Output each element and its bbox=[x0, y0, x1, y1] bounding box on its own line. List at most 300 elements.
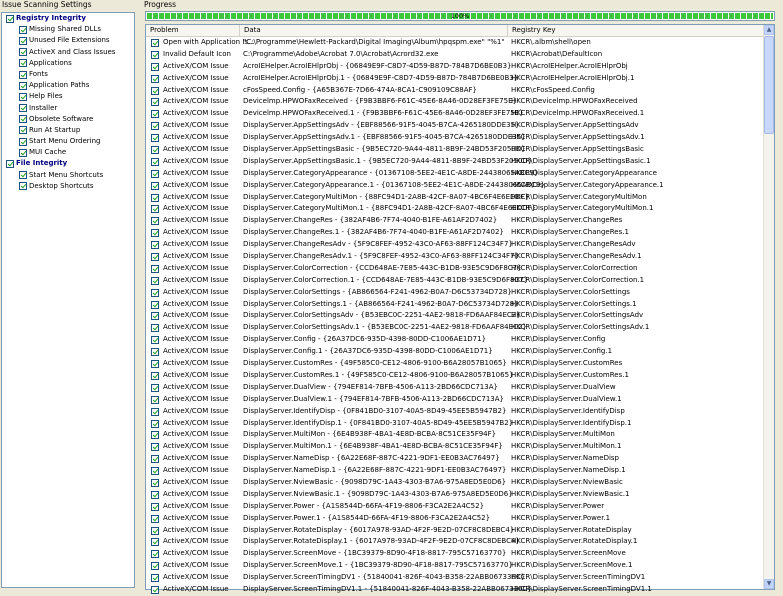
cell-problem: ActiveX/COM Issue bbox=[163, 513, 229, 522]
table-row[interactable] bbox=[146, 85, 765, 97]
cell-registry-key: HKCR\Devicelmp.HPWOFaxReceived bbox=[511, 97, 638, 106]
cell-problem: ActiveX/COM Issue bbox=[163, 347, 229, 356]
table-row[interactable] bbox=[146, 394, 765, 406]
cell-registry-key: HKCR\AcroIEHelper.AcroIEHlprObj.1 bbox=[511, 73, 635, 82]
tree-item-unused-file-extensions[interactable] bbox=[2, 35, 134, 46]
table-row[interactable] bbox=[146, 477, 765, 489]
table-row[interactable] bbox=[146, 108, 765, 120]
row-checkbox[interactable] bbox=[151, 420, 159, 428]
column-header-registry-key[interactable]: Registry Key bbox=[512, 26, 556, 34]
cell-problem: ActiveX/COM Issue bbox=[163, 323, 229, 332]
cell-registry-key: HKCR\DisplayServer.RotateDisplay bbox=[511, 525, 632, 534]
cell-problem: ActiveX/COM Issue bbox=[163, 489, 229, 498]
tree-item-label: Desktop Shortcuts bbox=[29, 181, 94, 190]
grid-rows bbox=[146, 37, 765, 596]
tree-item-label: MUI Cache bbox=[29, 148, 67, 157]
checkbox-checked-icon[interactable] bbox=[19, 115, 27, 123]
checkbox-checked-icon[interactable] bbox=[19, 104, 27, 112]
cell-registry-key: HKCR\DisplayServer.CategoryMultiMon.1 bbox=[511, 204, 654, 213]
cell-data: DisplayServer.ChangeRes.1 - {382AF4B6-7F74-4040-B1FE-A61AF2D7402} bbox=[243, 228, 504, 237]
cell-registry-key: HKCR\DisplayServer.Config.1 bbox=[511, 347, 613, 356]
cell-registry-key: HKCR\DisplayServer.MultiMon.1 bbox=[511, 442, 622, 451]
table-row[interactable] bbox=[146, 275, 765, 287]
cell-problem: ActiveX/COM Issue bbox=[163, 549, 229, 558]
row-checkbox[interactable] bbox=[151, 467, 159, 475]
row-checkbox[interactable] bbox=[151, 241, 159, 249]
settings-pane bbox=[0, 0, 137, 590]
cell-registry-key: HKCR\DisplayServer.IdentifyDisp.1 bbox=[511, 418, 632, 427]
table-row[interactable] bbox=[146, 370, 765, 382]
tree-item-desktop-shortcuts[interactable] bbox=[2, 181, 134, 192]
row-checkbox[interactable] bbox=[151, 301, 159, 309]
cell-registry-key: HKCR\DisplayServer.CustomRes bbox=[511, 359, 623, 368]
cell-data: DisplayServer.Power - {A1S8544D-66FA-4F19-8806-F3CA2E2A4C52} bbox=[243, 501, 485, 510]
cell-registry-key: HKCR\DisplayServer.DualView bbox=[511, 382, 616, 391]
progress-bar bbox=[145, 11, 775, 21]
checkbox-checked-icon[interactable] bbox=[19, 59, 27, 67]
tree-item-start-menu-shortcuts[interactable] bbox=[2, 170, 134, 181]
cell-problem: ActiveX/COM Issue bbox=[163, 382, 229, 391]
row-checkbox[interactable] bbox=[151, 396, 159, 404]
table-row[interactable] bbox=[146, 132, 765, 144]
row-checkbox[interactable] bbox=[151, 205, 159, 213]
table-row[interactable] bbox=[146, 501, 765, 513]
cell-data: DisplayServer.ScreenTimingDV1.1 - {51840041-826F-4043-B358-22ABB067336C} bbox=[243, 584, 532, 593]
tree-group-label: Registry Integrity bbox=[16, 14, 86, 22]
cell-data: DisplayServer.MultiMon.1 - {6E4B938F-4BA1-4E8D-BCBA-8C51CE35F94F} bbox=[243, 442, 503, 451]
table-row[interactable] bbox=[146, 144, 765, 156]
checkbox-checked-icon[interactable] bbox=[6, 160, 14, 168]
tree-item-label: ActiveX and Class Issues bbox=[29, 47, 116, 56]
row-checkbox[interactable] bbox=[151, 87, 159, 95]
tree-item-label: Start Menu Shortcuts bbox=[29, 170, 104, 179]
cell-problem: Invalid Default Icon bbox=[163, 49, 231, 58]
tree-item-label: Run At Startup bbox=[29, 125, 81, 134]
tree-item-label: Start Menu Ordering bbox=[29, 137, 101, 146]
cell-registry-key: HKCR\DisplayServer.IdentifyDisp bbox=[511, 406, 625, 415]
cell-data: DisplayServer.AppSettingsBasic - {9B5EC720-9A44-4811-8B9F-24BD53F2050D} bbox=[243, 145, 526, 154]
row-checkbox[interactable] bbox=[151, 372, 159, 380]
cell-registry-key: HKCR\DisplayServer.ScreenMove.1 bbox=[511, 561, 633, 570]
tree-item-run-at-startup[interactable] bbox=[2, 125, 134, 136]
cell-data: DisplayServer.CustomRes.1 - {49F585C0-CE12-4806-9100-B6A28057B1065} bbox=[243, 370, 514, 379]
row-checkbox[interactable] bbox=[151, 277, 159, 285]
row-checkbox[interactable] bbox=[151, 39, 159, 47]
row-checkbox[interactable] bbox=[151, 550, 159, 558]
cell-registry-key: HKCR\DisplayServer.NviewBasic bbox=[511, 477, 623, 486]
checkbox-checked-icon[interactable] bbox=[19, 138, 27, 146]
row-checkbox[interactable] bbox=[151, 122, 159, 130]
table-row[interactable] bbox=[146, 73, 765, 85]
row-checkbox[interactable] bbox=[151, 503, 159, 511]
cell-data: cFosSpeed.Config - {A65B367E-7D66-474A-8CA1-C909109C88AF} bbox=[243, 85, 478, 94]
table-row[interactable] bbox=[146, 287, 765, 299]
table-row[interactable] bbox=[146, 358, 765, 370]
cell-problem: ActiveX/COM Issue bbox=[163, 537, 229, 546]
row-checkbox[interactable] bbox=[151, 158, 159, 166]
tree-item-label: Missing Shared DLLs bbox=[29, 25, 102, 34]
row-checkbox[interactable] bbox=[151, 527, 159, 535]
cell-problem: ActiveX/COM Issue bbox=[163, 240, 229, 249]
cell-registry-key: HKCR\AcroIEHelper.AcroIEHlprObj bbox=[511, 61, 628, 70]
table-row[interactable] bbox=[146, 192, 765, 204]
tree-item-installer[interactable] bbox=[2, 103, 134, 114]
cell-registry-key: HKCR\DisplayServer.ColorSettings bbox=[511, 287, 630, 296]
row-checkbox[interactable] bbox=[151, 265, 159, 273]
cell-registry-key: HKCR\DisplayServer.ChangeRes bbox=[511, 216, 623, 225]
cell-problem: ActiveX/COM Issue bbox=[163, 406, 229, 415]
cell-data: DisplayServer.ScreenTimingDV1 - {51840041-826F-4043-B358-22ABB067336C} bbox=[243, 573, 526, 582]
cell-problem: ActiveX/COM Issue bbox=[163, 216, 229, 225]
table-row[interactable] bbox=[146, 37, 765, 49]
cell-registry-key: HKCR\DisplayServer.ColorCorrection.1 bbox=[511, 275, 645, 284]
cell-data: DisplayServer.ColorSettings - {AB866564-F241-4962-B0A7-D6C53734D728} bbox=[243, 287, 512, 296]
cell-data: DisplayServer.NameDisp.1 - {6A22E68F-887C-4221-9DF1-EE0B3AC76497} bbox=[243, 466, 507, 475]
row-checkbox[interactable] bbox=[151, 98, 159, 106]
row-checkbox[interactable] bbox=[151, 586, 159, 594]
tree-item-missing-shared-dlls[interactable] bbox=[2, 24, 134, 35]
cell-registry-key: HKCR\DisplayServer.CategoryMultiMon bbox=[511, 192, 647, 201]
cell-registry-key: HKCR\DisplayServer.ColorSettingsAdv bbox=[511, 311, 644, 320]
table-row[interactable] bbox=[146, 525, 765, 537]
cell-problem: ActiveX/COM Issue bbox=[163, 133, 229, 142]
cell-registry-key: HKCR\.albm\shell\open bbox=[511, 38, 591, 46]
table-row[interactable] bbox=[146, 251, 765, 263]
cell-data: AcroIEHelper.AcroIEHlprObj.1 - {06849E9F-C8D7-4D59-B87D-784B7D6BE0B3} bbox=[243, 73, 519, 82]
cell-data: DisplayServer.ColorSettingsAdv.1 - {B53EBC0C-2251-4AE2-9818-FD6AAF84EC2} bbox=[243, 323, 527, 332]
cell-data: DisplayServer.Config - {26A37DC6-935D-4398-80DD-C1006AE1D71} bbox=[243, 335, 487, 344]
settings-tree bbox=[1, 12, 135, 588]
cell-registry-key: HKCR\DisplayServer.NameDisp.1 bbox=[511, 466, 626, 475]
table-row[interactable] bbox=[146, 180, 765, 192]
tree-item-activex-and-class-issues[interactable] bbox=[2, 47, 134, 58]
cell-data: DisplayServer.ColorSettingsAdv - {B53EBC0C-2251-4AE2-9818-FD6AAF84EC2} bbox=[243, 311, 521, 320]
table-row[interactable] bbox=[146, 584, 765, 596]
row-checkbox[interactable] bbox=[151, 110, 159, 118]
cell-data: DisplayServer.DualView.1 - {794EF814-7BFB-4506-A113-2BD66CDC713A} bbox=[243, 394, 504, 403]
row-checkbox[interactable] bbox=[151, 491, 159, 499]
cell-problem: ActiveX/COM Issue bbox=[163, 156, 229, 165]
checkbox-checked-icon[interactable] bbox=[19, 171, 27, 179]
row-checkbox[interactable] bbox=[151, 182, 159, 190]
cell-registry-key: HKCR\DisplayServer.Power bbox=[511, 501, 605, 510]
row-checkbox[interactable] bbox=[151, 312, 159, 320]
cell-registry-key: HKCR\DisplayServer.ColorCorrection bbox=[511, 263, 638, 272]
cell-registry-key: HKCR\DisplayServer.CustomRes.1 bbox=[511, 370, 629, 379]
tree-item-label: Applications bbox=[29, 58, 72, 67]
tree-item-help-files[interactable] bbox=[2, 91, 134, 102]
cell-problem: ActiveX/COM Issue bbox=[163, 228, 229, 237]
cell-registry-key: HKCR\DisplayServer.ScreenTimingDV1.1 bbox=[511, 584, 652, 593]
cell-data: DisplayServer.NviewBasic.1 - {9098D79C-1A43-4303-B7A6-975A8ED5E0D6} bbox=[243, 489, 513, 498]
tree-item-label: Installer bbox=[29, 103, 58, 112]
cell-registry-key: HKCR\DisplayServer.ChangeResAdv.1 bbox=[511, 252, 642, 261]
table-row[interactable] bbox=[146, 120, 765, 132]
vertical-scrollbar[interactable] bbox=[763, 25, 774, 589]
cell-problem: ActiveX/COM Issue bbox=[163, 477, 229, 486]
cell-problem: ActiveX/COM Issue bbox=[163, 61, 229, 70]
cell-registry-key: HKCR\DisplayServer.NviewBasic.1 bbox=[511, 489, 630, 498]
table-row[interactable] bbox=[146, 168, 765, 180]
table-row[interactable] bbox=[146, 536, 765, 548]
row-checkbox[interactable] bbox=[151, 194, 159, 202]
cell-problem: ActiveX/COM Issue bbox=[163, 275, 229, 284]
cell-problem: ActiveX/COM Issue bbox=[163, 145, 229, 154]
cell-registry-key: HKCR\DisplayServer.Power.1 bbox=[511, 513, 611, 522]
cell-registry-key: HKCR\Acrobat\DefaultIcon bbox=[511, 49, 603, 58]
cell-problem: ActiveX/COM Issue bbox=[163, 311, 229, 320]
row-checkbox[interactable] bbox=[151, 229, 159, 237]
cell-problem: ActiveX/COM Issue bbox=[163, 252, 229, 261]
cell-data: DisplayServer.Power.1 - {A1S8544D-66FA-4F19-8806-F3CA2E2A4C52} bbox=[243, 513, 491, 522]
tree-item-applications[interactable] bbox=[2, 58, 134, 69]
table-row[interactable] bbox=[146, 572, 765, 584]
scroll-thumb[interactable] bbox=[764, 36, 774, 134]
cell-data: DisplayServer.RotateDisplay - {6017A978-93AD-4F2F-9E2D-07CF8C8DEBC4} bbox=[243, 525, 515, 534]
row-checkbox[interactable] bbox=[151, 289, 159, 297]
checkbox-checked-icon[interactable] bbox=[19, 126, 27, 134]
row-checkbox[interactable] bbox=[151, 479, 159, 487]
cell-registry-key: HKCR\DisplayServer.ColorSettings.1 bbox=[511, 299, 637, 308]
table-row[interactable] bbox=[146, 61, 765, 73]
cell-registry-key: HKCR\DisplayServer.DualView.1 bbox=[511, 394, 622, 403]
cell-problem: ActiveX/COM Issue bbox=[163, 263, 229, 272]
cell-data: Devicelmp.HPWOFaxReceived - {F9B3BBF6-F61C-45E6-8A46-0D28EF3FE75E} bbox=[243, 97, 517, 106]
row-checkbox[interactable] bbox=[151, 51, 159, 59]
table-row[interactable] bbox=[146, 96, 765, 108]
cell-registry-key: HKCR\Devicelmp.HPWOFaxReceived.1 bbox=[511, 109, 645, 118]
cell-registry-key: HKCR\DisplayServer.AppSettingsBasic bbox=[511, 145, 644, 154]
cell-data: C:\Programme\Adobe\Acrobat 7.0\Acrobat\Acrord32.exe bbox=[243, 49, 439, 58]
cell-data: DisplayServer.AppSettingsBasic.1 - {9B5EC720-9A44-4811-8B9F-24BD53F2050D} bbox=[243, 156, 533, 165]
cell-data: DisplayServer.IdentifyDisp - {0F841BD0-3107-40A5-8D49-45EE5B5947B2} bbox=[243, 406, 507, 415]
table-row[interactable] bbox=[146, 548, 765, 560]
tree-item-fonts[interactable] bbox=[2, 69, 134, 80]
cell-data: AcroIEHelper.AcroIEHlprObj - {06849E9F-C8D7-4D59-B87D-784B7D6BE0B3} bbox=[243, 61, 512, 70]
cell-data: Devicelmp.HPWOFaxReceived.1 - {F9B3BBF6-F61C-45E6-8A46-0D28EF3FE75E} bbox=[243, 109, 524, 118]
cell-problem: ActiveX/COM Issue bbox=[163, 454, 229, 463]
cell-data: DisplayServer.CategoryMultiMon.1 - {88FC94D1-2A8B-42CF-8A07-4BC6F4E6EDDF} bbox=[243, 204, 536, 213]
cell-problem: Open with Application Is... bbox=[163, 38, 255, 46]
row-checkbox[interactable] bbox=[151, 408, 159, 416]
cell-problem: ActiveX/COM Issue bbox=[163, 168, 229, 177]
cell-registry-key: HKCR\DisplayServer.CategoryAppearance.1 bbox=[511, 180, 664, 189]
cell-data: DisplayServer.CategoryMultiMon - {88FC94D1-2A8B-42CF-8A07-4BC6F4E6EDDF} bbox=[243, 192, 530, 201]
cell-problem: ActiveX/COM Issue bbox=[163, 109, 229, 118]
checkbox-checked-icon[interactable] bbox=[19, 26, 27, 34]
cell-problem: ActiveX/COM Issue bbox=[163, 584, 229, 593]
checkbox-checked-icon[interactable] bbox=[19, 37, 27, 45]
cell-data: DisplayServer.ScreenMove - {1BC39379-8D90-4F18-8817-795C57163770} bbox=[243, 549, 507, 558]
table-row[interactable] bbox=[146, 263, 765, 275]
row-checkbox[interactable] bbox=[151, 562, 159, 570]
tree-group-file-integrity[interactable] bbox=[2, 158, 134, 169]
table-row[interactable] bbox=[146, 418, 765, 430]
cell-registry-key: HKCR\DisplayServer.MultiMon bbox=[511, 430, 615, 439]
row-checkbox[interactable] bbox=[151, 336, 159, 344]
row-checkbox[interactable] bbox=[151, 63, 159, 71]
cell-registry-key: HKCR\DisplayServer.Config bbox=[511, 335, 606, 344]
table-row[interactable] bbox=[146, 334, 765, 346]
cell-problem: ActiveX/COM Issue bbox=[163, 573, 229, 582]
scroll-up-button[interactable] bbox=[764, 25, 774, 35]
table-row[interactable] bbox=[146, 322, 765, 334]
table-row[interactable] bbox=[146, 441, 765, 453]
cell-problem: ActiveX/COM Issue bbox=[163, 501, 229, 510]
cell-data: DisplayServer.ChangeResAdv - {5F9C8FEF-4952-43C0-AF63-88FF124C34F7} bbox=[243, 240, 513, 249]
cell-registry-key: HKCR\DisplayServer.ScreenMove bbox=[511, 549, 626, 558]
row-checkbox[interactable] bbox=[151, 455, 159, 463]
cell-problem: ActiveX/COM Issue bbox=[163, 121, 229, 130]
row-checkbox[interactable] bbox=[151, 443, 159, 451]
cell-problem: ActiveX/COM Issue bbox=[163, 287, 229, 296]
table-row[interactable] bbox=[146, 429, 765, 441]
cell-data: DisplayServer.ChangeRes - {382AF4B6-7F74-4040-B1FE-A61AF2D7402} bbox=[243, 216, 498, 225]
progress-title: Progress bbox=[144, 0, 177, 9]
checkbox-checked-icon[interactable] bbox=[19, 48, 27, 56]
cell-data: DisplayServer.MultiMon - {6E4B938F-4BA1-4E8D-BCBA-8C51CE35F94F} bbox=[243, 430, 497, 439]
cell-data: DisplayServer.NviewBasic - {9098D79C-1A43-4303-B7A6-975A8ED5E0D6} bbox=[243, 477, 507, 486]
cell-problem: ActiveX/COM Issue bbox=[163, 466, 229, 475]
cell-registry-key: HKCR\DisplayServer.AppSettingsAdv.1 bbox=[511, 133, 645, 142]
row-checkbox[interactable] bbox=[151, 253, 159, 261]
results-grid bbox=[145, 24, 775, 593]
cell-problem: ActiveX/COM Issue bbox=[163, 418, 229, 427]
cell-problem: ActiveX/COM Issue bbox=[163, 204, 229, 213]
cell-problem: ActiveX/COM Issue bbox=[163, 97, 229, 106]
row-checkbox[interactable] bbox=[151, 146, 159, 154]
tree-item-label: Help Files bbox=[29, 92, 63, 101]
table-row[interactable] bbox=[146, 382, 765, 394]
row-checkbox[interactable] bbox=[151, 515, 159, 523]
row-checkbox[interactable] bbox=[151, 217, 159, 225]
row-checkbox[interactable] bbox=[151, 574, 159, 582]
table-row[interactable] bbox=[146, 227, 765, 239]
cell-problem: ActiveX/COM Issue bbox=[163, 299, 229, 308]
cell-registry-key: HKCR\DisplayServer.CategoryAppearance bbox=[511, 168, 657, 177]
cell-data: DisplayServer.ColorSettings.1 - {AB866564-F241-4962-B0A7-D6C53734D728} bbox=[243, 299, 519, 308]
cell-data: DisplayServer.ColorCorrection - {CCD648AE-7E85-443C-B1DB-93E5C9D6F8C7} bbox=[243, 263, 522, 272]
cell-data: DisplayServer.DualView - {794EF814-7BFB-4506-A113-2BD66CDC713A} bbox=[243, 382, 498, 391]
table-row[interactable] bbox=[146, 513, 765, 525]
cell-data: DisplayServer.Config.1 - {26A37DC6-935D-4398-80DD-C1006AE1D71} bbox=[243, 347, 493, 356]
arrow-down-icon: ▼ bbox=[766, 580, 772, 587]
checkbox-checked-icon[interactable] bbox=[19, 149, 27, 157]
row-checkbox[interactable] bbox=[151, 384, 159, 392]
tree-item-label: Unused File Extensions bbox=[29, 36, 110, 45]
table-row[interactable] bbox=[146, 489, 765, 501]
cell-data: DisplayServer.ChangeResAdv.1 - {5F9C8FEF-4952-43C0-AF63-88FF124C34F7} bbox=[243, 252, 519, 261]
checkbox-checked-icon[interactable] bbox=[19, 71, 27, 79]
row-checkbox[interactable] bbox=[151, 538, 159, 546]
progress-label: 100% bbox=[450, 12, 470, 20]
cell-data: DisplayServer.AppSettingsAdv - {EBF88566-91F5-4045-B7CA-4265180DDE35} bbox=[243, 121, 520, 130]
cell-problem: ActiveX/COM Issue bbox=[163, 442, 229, 451]
cell-problem: ActiveX/COM Issue bbox=[163, 359, 229, 368]
cell-registry-key: HKCR\DisplayServer.ChangeRes.1 bbox=[511, 228, 629, 237]
table-row[interactable] bbox=[146, 239, 765, 251]
cell-registry-key: HKCR\DisplayServer.AppSettingsAdv bbox=[511, 121, 639, 130]
row-checkbox[interactable] bbox=[151, 324, 159, 332]
results-pane bbox=[142, 0, 783, 593]
cell-registry-key: HKCR\DisplayServer.ColorSettingsAdv.1 bbox=[511, 323, 650, 332]
cell-problem: ActiveX/COM Issue bbox=[163, 561, 229, 570]
table-row[interactable] bbox=[146, 346, 765, 358]
cell-problem: ActiveX/COM Issue bbox=[163, 525, 229, 534]
table-row[interactable] bbox=[146, 299, 765, 311]
tree-item-application-paths[interactable] bbox=[2, 80, 134, 91]
row-checkbox[interactable] bbox=[151, 348, 159, 356]
checkbox-checked-icon[interactable] bbox=[19, 93, 27, 101]
cell-registry-key: HKCR\DisplayServer.NameDisp bbox=[511, 454, 619, 463]
tree-item-mui-cache[interactable] bbox=[2, 147, 134, 158]
cell-data: DisplayServer.ColorCorrection.1 - {CCD648AE-7E85-443C-B1DB-93E5C9D6F8C7} bbox=[243, 275, 529, 284]
tree-item-start-menu-ordering[interactable] bbox=[2, 136, 134, 147]
tree-item-label: Fonts bbox=[29, 69, 48, 78]
cell-data: DisplayServer.CategoryAppearance - {01367108-5EE2-4E1C-A8DE-24438065ABC9} bbox=[243, 168, 539, 177]
table-row[interactable] bbox=[146, 156, 765, 168]
table-row[interactable] bbox=[146, 406, 765, 418]
column-header-problem[interactable]: Problem bbox=[146, 25, 240, 36]
cell-registry-key: HKCR\DisplayServer.ChangeResAdv bbox=[511, 240, 636, 249]
table-row[interactable] bbox=[146, 465, 765, 477]
tree-item-label: Obsolete Software bbox=[29, 114, 94, 123]
checkbox-checked-icon[interactable] bbox=[6, 15, 14, 23]
cell-data: DisplayServer.ScreenMove.1 - {1BC39379-8D90-4F18-8817-795C57163770} bbox=[243, 561, 513, 570]
cell-problem: ActiveX/COM Issue bbox=[163, 394, 229, 403]
cell-problem: ActiveX/COM Issue bbox=[163, 73, 229, 82]
cell-registry-key: HKCR\DisplayServer.AppSettingsBasic.1 bbox=[511, 156, 651, 165]
tree-group-label: File Integrity bbox=[16, 159, 68, 168]
column-header-data[interactable]: Data bbox=[240, 25, 508, 36]
grid-header bbox=[146, 25, 765, 37]
table-row[interactable] bbox=[146, 203, 765, 215]
settings-title: Issue Scanning Settings bbox=[2, 0, 92, 9]
cell-problem: ActiveX/COM Issue bbox=[163, 180, 229, 189]
cell-data: DisplayServer.CategoryAppearance.1 - {01367108-5EE2-4E1C-A8DE-24438065ABC9} bbox=[243, 180, 545, 189]
cell-data: DisplayServer.CustomRes - {49F585C0-CE12-4806-9100-B6A28057B1065} bbox=[243, 359, 507, 368]
table-row[interactable] bbox=[146, 560, 765, 572]
row-checkbox[interactable] bbox=[151, 134, 159, 142]
scroll-down-button[interactable] bbox=[764, 579, 774, 589]
tree-item-label: Application Paths bbox=[29, 81, 90, 90]
cell-registry-key: HKCR\DisplayServer.ScreenTimingDV1 bbox=[511, 573, 646, 582]
cell-data: DisplayServer.IdentifyDisp.1 - {0F841BD0-3107-40A5-8D49-45EE5B5947B2} bbox=[243, 418, 514, 427]
tree-item-obsolete-software[interactable] bbox=[2, 114, 134, 125]
row-checkbox[interactable] bbox=[151, 75, 159, 83]
cell-problem: ActiveX/COM Issue bbox=[163, 85, 229, 94]
row-checkbox[interactable] bbox=[151, 170, 159, 178]
tree-group-registry-integrity[interactable] bbox=[2, 13, 134, 24]
checkbox-checked-icon[interactable] bbox=[19, 182, 27, 190]
checkbox-checked-icon[interactable] bbox=[19, 82, 27, 90]
cell-registry-key: HKCR\cFosSpeed.Config bbox=[511, 85, 595, 94]
row-checkbox[interactable] bbox=[151, 431, 159, 439]
cell-data: "C:\Programme\Hewlett-Packard\Digital Imaging\Album\hpqspm.exe" "%1" bbox=[243, 38, 505, 46]
cell-problem: ActiveX/COM Issue bbox=[163, 370, 229, 379]
cell-problem: ActiveX/COM Issue bbox=[163, 335, 229, 344]
cell-data: DisplayServer.AppSettingsAdv.1 - {EBF88566-91F5-4045-B7CA-4265180DDE35} bbox=[243, 133, 526, 142]
arrow-up-icon: ▲ bbox=[766, 26, 772, 33]
cell-data: DisplayServer.RotateDisplay.1 - {6017A978-93AD-4F2F-9E2D-07CF8C8DEBC4} bbox=[243, 537, 520, 546]
table-row[interactable] bbox=[146, 453, 765, 465]
table-row[interactable] bbox=[146, 215, 765, 227]
cell-problem: ActiveX/COM Issue bbox=[163, 192, 229, 201]
cell-data: DisplayServer.NameDisp - {6A22E68F-887C-4221-9DF1-EE0B3AC76497} bbox=[243, 454, 500, 463]
table-row[interactable] bbox=[146, 310, 765, 322]
table-row[interactable] bbox=[146, 49, 765, 61]
row-checkbox[interactable] bbox=[151, 360, 159, 368]
